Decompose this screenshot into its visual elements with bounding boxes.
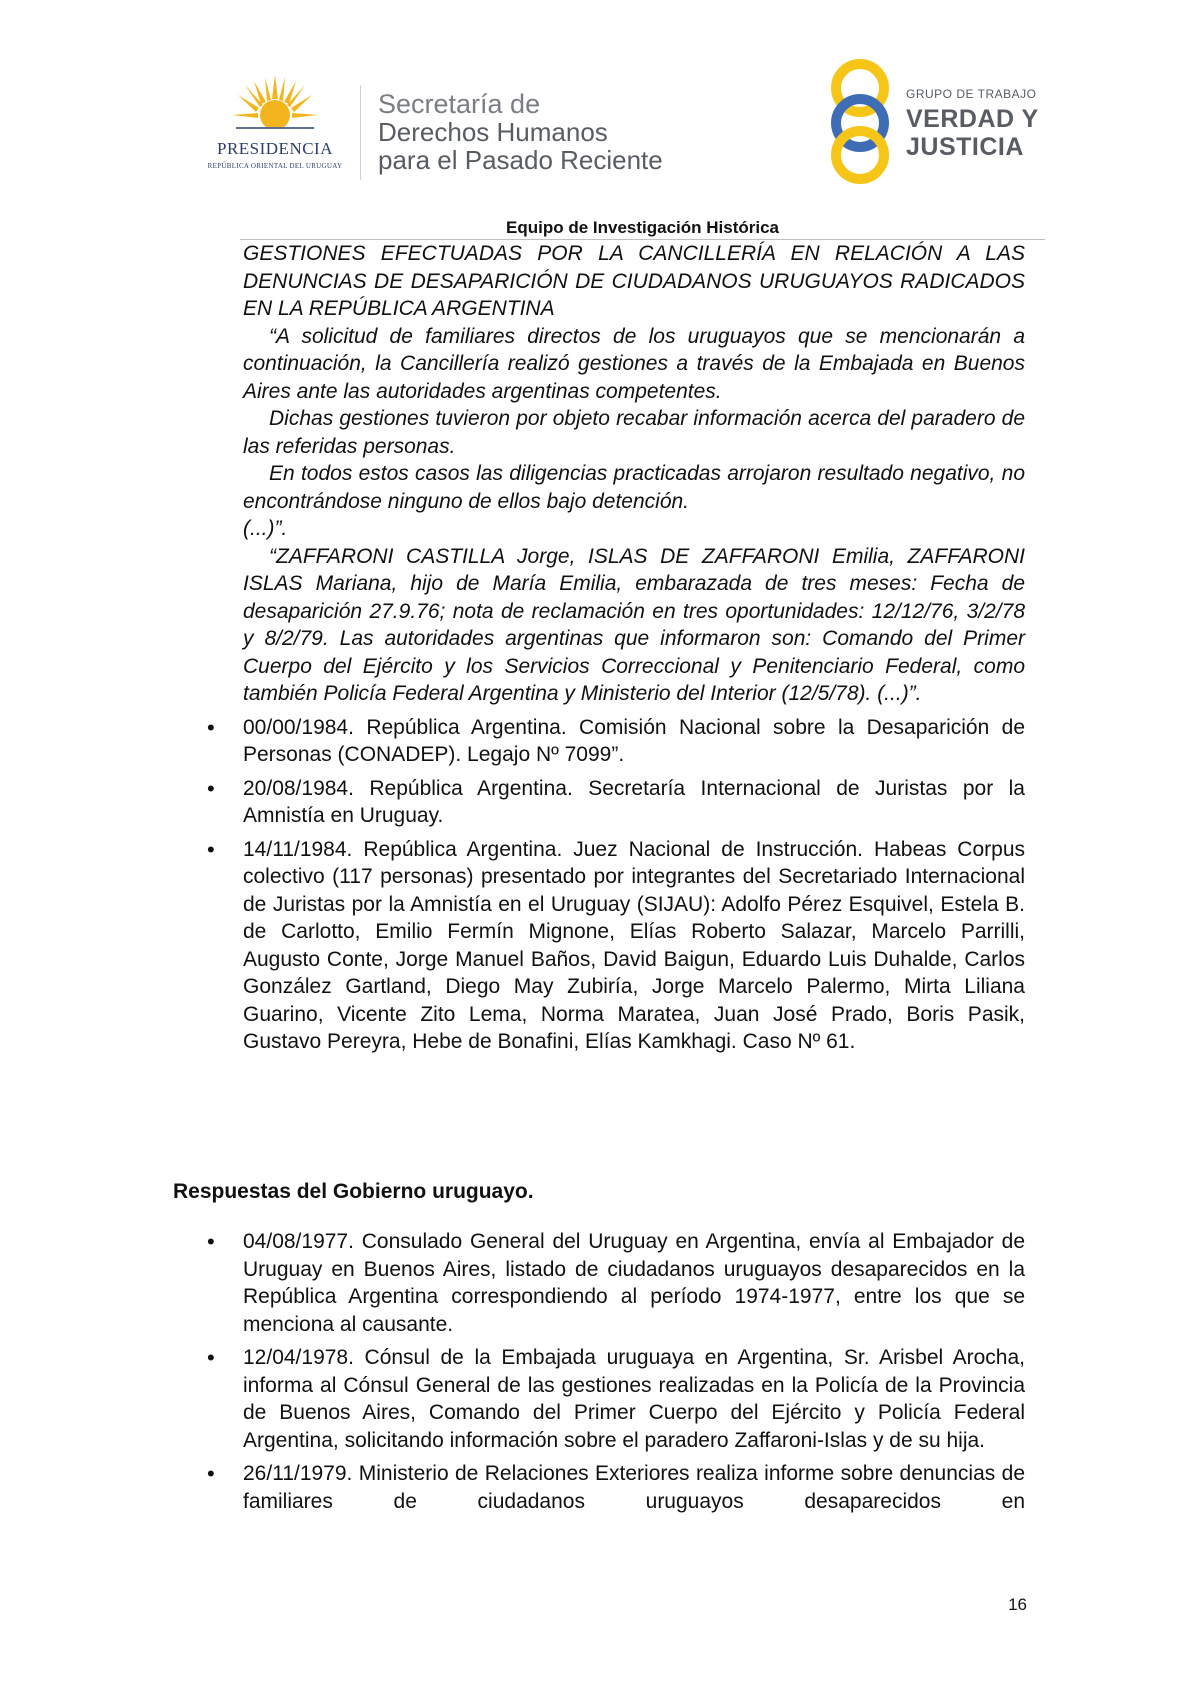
presidencia-logo [200,75,350,175]
page-header [0,0,1190,215]
document-body [243,240,1025,1056]
list-item: • 00/00/1984. República Argentina. Comisión Nacional sobre la Desaparición de Personas (CONADEP). Legajo Nº 7099”. [243,714,1025,769]
section-heading: Respuestas del Gobierno uruguayo. [173,1180,534,1203]
list-item: • 14/11/1984. República Argentina. Juez Nacional de Instrucción. Habeas Corpus colectivo (117 personas) presentado por integrantes del Secretariado Internacional de Juristas por la Amnistía en el Uruguay (SIJAU): Adolfo Pérez Esquivel, Estela B. de Carlotto, Emilio Fermín Mignone, Elías Roberto Salazar, Marcelo Parrilli, Augusto Conte, Jorge Manuel Baños, David Baigun, Eduardo Luis Duhalde, Carlos González Gartland, Diego May Zubiría, Jorge Marcelo Palermo, Mirta Liliana Guarino, Vicente Zito Lema, Norma Maratea, Juan José Prado, Boris Pasik, Gustavo Pereyra, Hebe de Bonafini, Elías Kamkhagi. Caso Nº 61. [243,836,1025,1056]
presidencia-name: PRESIDENCIA [216,139,333,158]
sun-emblem-icon [232,75,318,137]
quote-paragraph: Dichas gestiones tuvieron por objeto recabar información acerca del paradero de las referidas personas. [243,407,1025,458]
verdad-justicia-text [906,88,1039,161]
header-divider [360,85,361,180]
document-body-continued [243,1228,1025,1515]
gtvj-line3: JUSTICIA [906,133,1024,161]
quote-paragraph: En todos estos casos las diligencias practicadas arrojaron resultado negativo, no encontrándose ninguno de ellos bajo detención. [243,462,1025,513]
page-number: 16 [1008,1595,1027,1614]
interlocked-rings-icon [820,55,900,185]
quote-paragraph: “A solicitud de familiares directos de los uruguayos que se mencionarán a continuación, la Cancillería realizó gestiones a través de la Embajada en Buenos Aires ante las autoridades argentinas competentes. [243,324,1025,403]
bullet-list [243,1228,1025,1515]
gtvj-line1: GRUPO DE TRABAJO [906,87,1037,101]
secretaria-line1: Secretaría de [378,89,541,119]
equipo-title: Equipo de Investigación Histórica [506,218,779,237]
bullet-list [243,714,1025,1056]
secretaria-logo-text [378,90,663,174]
presidencia-subtitle: REPÚBLICA ORIENTAL DEL URUGUAY [207,162,343,170]
quote-title: GESTIONES EFECTUADAS POR LA CANCILLERÍA EN RELACIÓN A LAS DENUNCIAS DE DESAPARICIÓN DE CIUDADANOS URUGUAYOS RADICADOS EN LA REPÚBLICA ARGENTINA [243,242,1025,320]
list-item: • 04/08/1977. Consulado General del Uruguay en Argentina, envía al Embajador de Uruguay en Buenos Aires, listado de ciudadanos uruguayos desaparecidos en la República Argentina correspondiendo al período 1974-1977, entre los que se menciona al causante. [243,1228,1025,1338]
list-item: • 12/04/1978. Cónsul de la Embajada uruguaya en Argentina, Sr. Arisbel Arocha, informa al Cónsul General de las gestiones realizadas en la Policía de la Provincia de Buenos Aires, Comando del Primer Cuerpo del Ejército y Policía Federal Argentina, solicitando información sobre el paradero Zaffaroni-Islas y de su hija. [243,1344,1025,1454]
list-item: • 20/08/1984. República Argentina. Secretaría Internacional de Juristas por la Amnistía en Uruguay. [243,775,1025,830]
quote-ellipsis: (...)”. [243,517,288,540]
secretaria-line2: Derechos Humanos [378,117,608,147]
gtvj-line2: VERDAD Y [906,105,1039,133]
secretaria-line3: para el Pasado Reciente [378,145,663,175]
list-item: • 26/11/1979. Ministerio de Relaciones Exteriores realiza informe sobre denuncias de familiares de ciudadanos uruguayos desaparecidos en [243,1460,1025,1515]
verdad-justicia-logo [820,55,1040,185]
quote-paragraph: “ZAFFARONI CASTILLA Jorge, ISLAS DE ZAFFARONI Emilia, ZAFFARONI ISLAS Mariana, hijo de María Emilia, embarazada de tres meses: Fecha de desaparición 27.9.76; nota de reclamación en tres oportunidades: 12/12/76, 3/2/78 y 8/2/79. Las autoridades argentinas que informaron son: Comando del Primer Cuerpo del Ejército y los Servicios Correccional y Penitenciario Federal, como también Policía Federal Argentina y Ministerio del Interior (12/5/78). (...)”. [243,544,1025,705]
